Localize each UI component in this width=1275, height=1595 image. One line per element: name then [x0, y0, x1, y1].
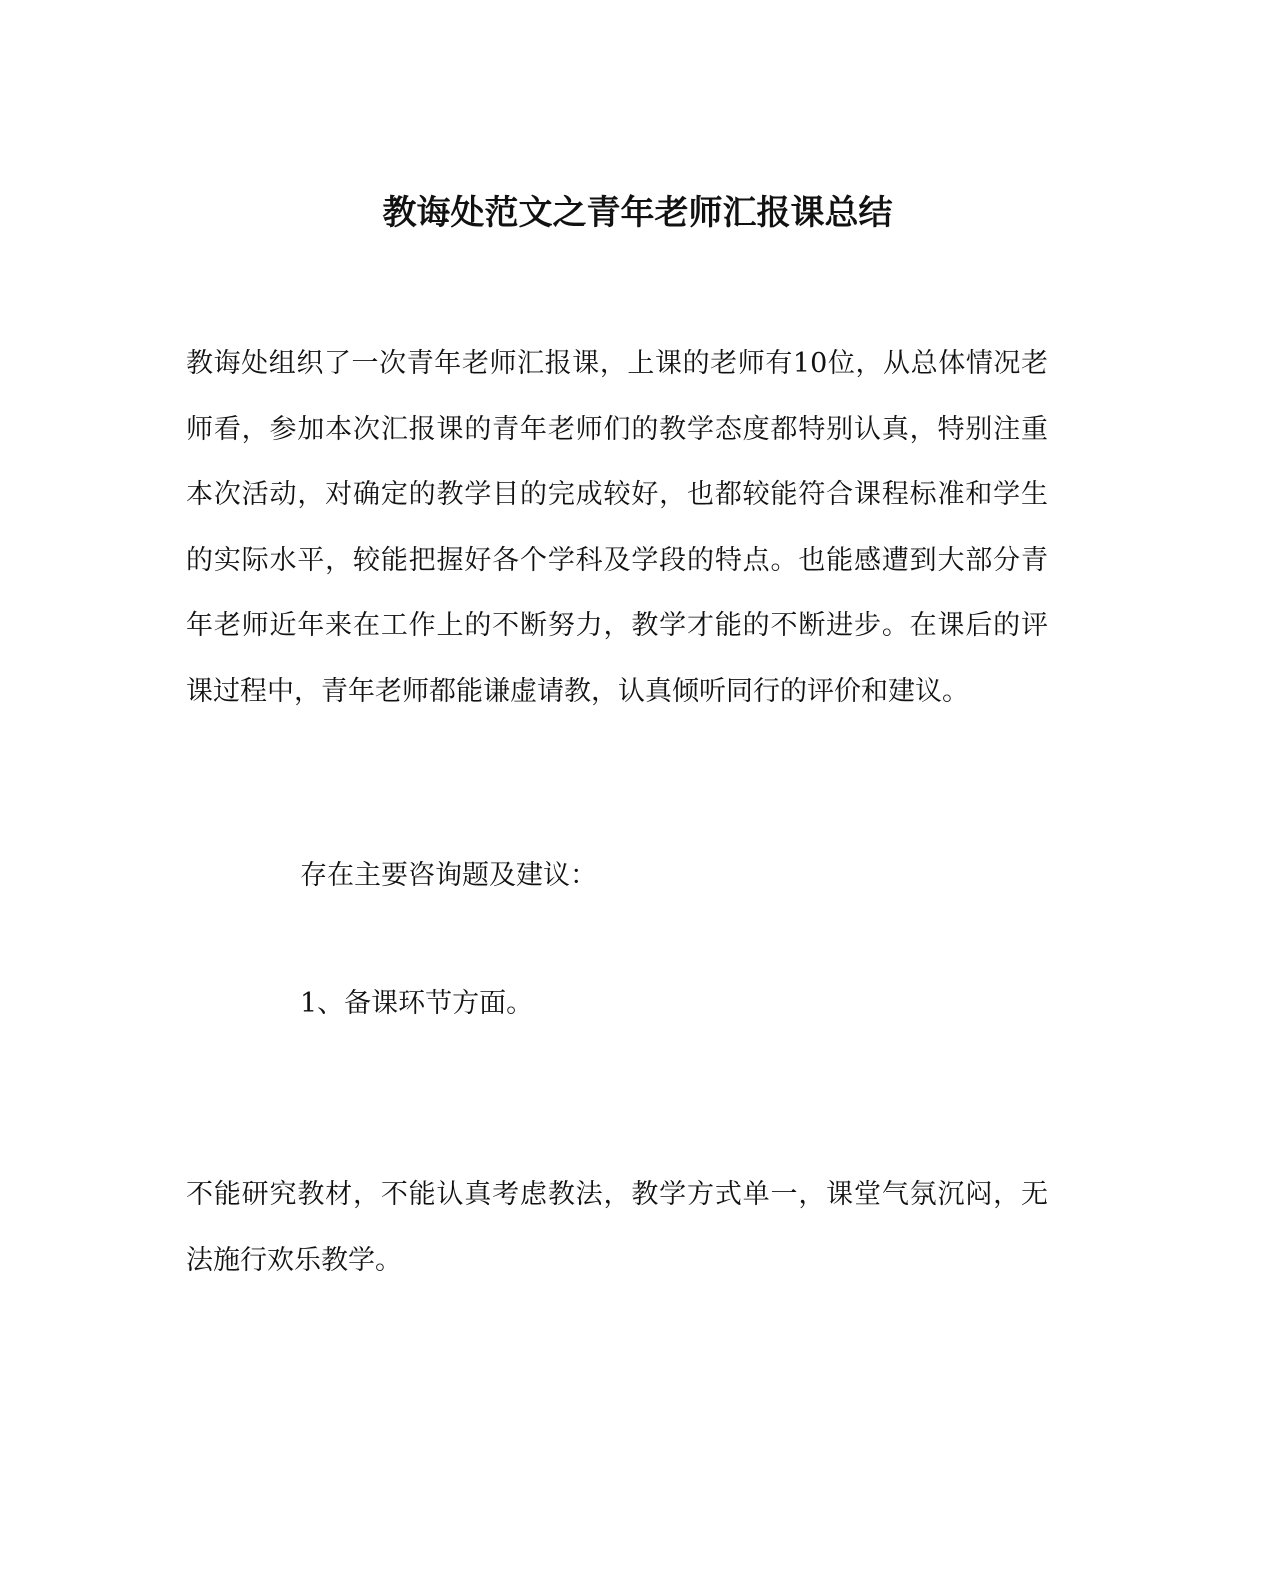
paragraph-item-1-heading: 1、备课环节方面。: [300, 988, 534, 1019]
paragraph-issues-heading: 存在主要咨询题及建议：: [300, 860, 597, 891]
paragraph-summary: 教诲处组织了一次青年老师汇报课，上课的老师有10位，从总体情况老师看，参加本次汇报课的青年老师们的教学态度都特别认真，特别注重本次活动，对确定的教学目的完成较好，也都较能符合课程标准和学生的实际水平，较能把握好各个学科及学段的特点。也能感遭到大部分青年老师近年来在工作上的不断努力，教学才能的不断进步。在课后的评课过程中，青年老师都能谦虚请教，认真倾听同行的评价和建议。: [186, 348, 1048, 707]
document-title: 教诲处范文之青年老师汇报课总结: [382, 192, 893, 233]
paragraph-item-1-body: 不能研究教材，不能认真考虑教法，教学方式单一，课堂气氛沉闷，无法施行欢乐教学。: [186, 1179, 1048, 1276]
